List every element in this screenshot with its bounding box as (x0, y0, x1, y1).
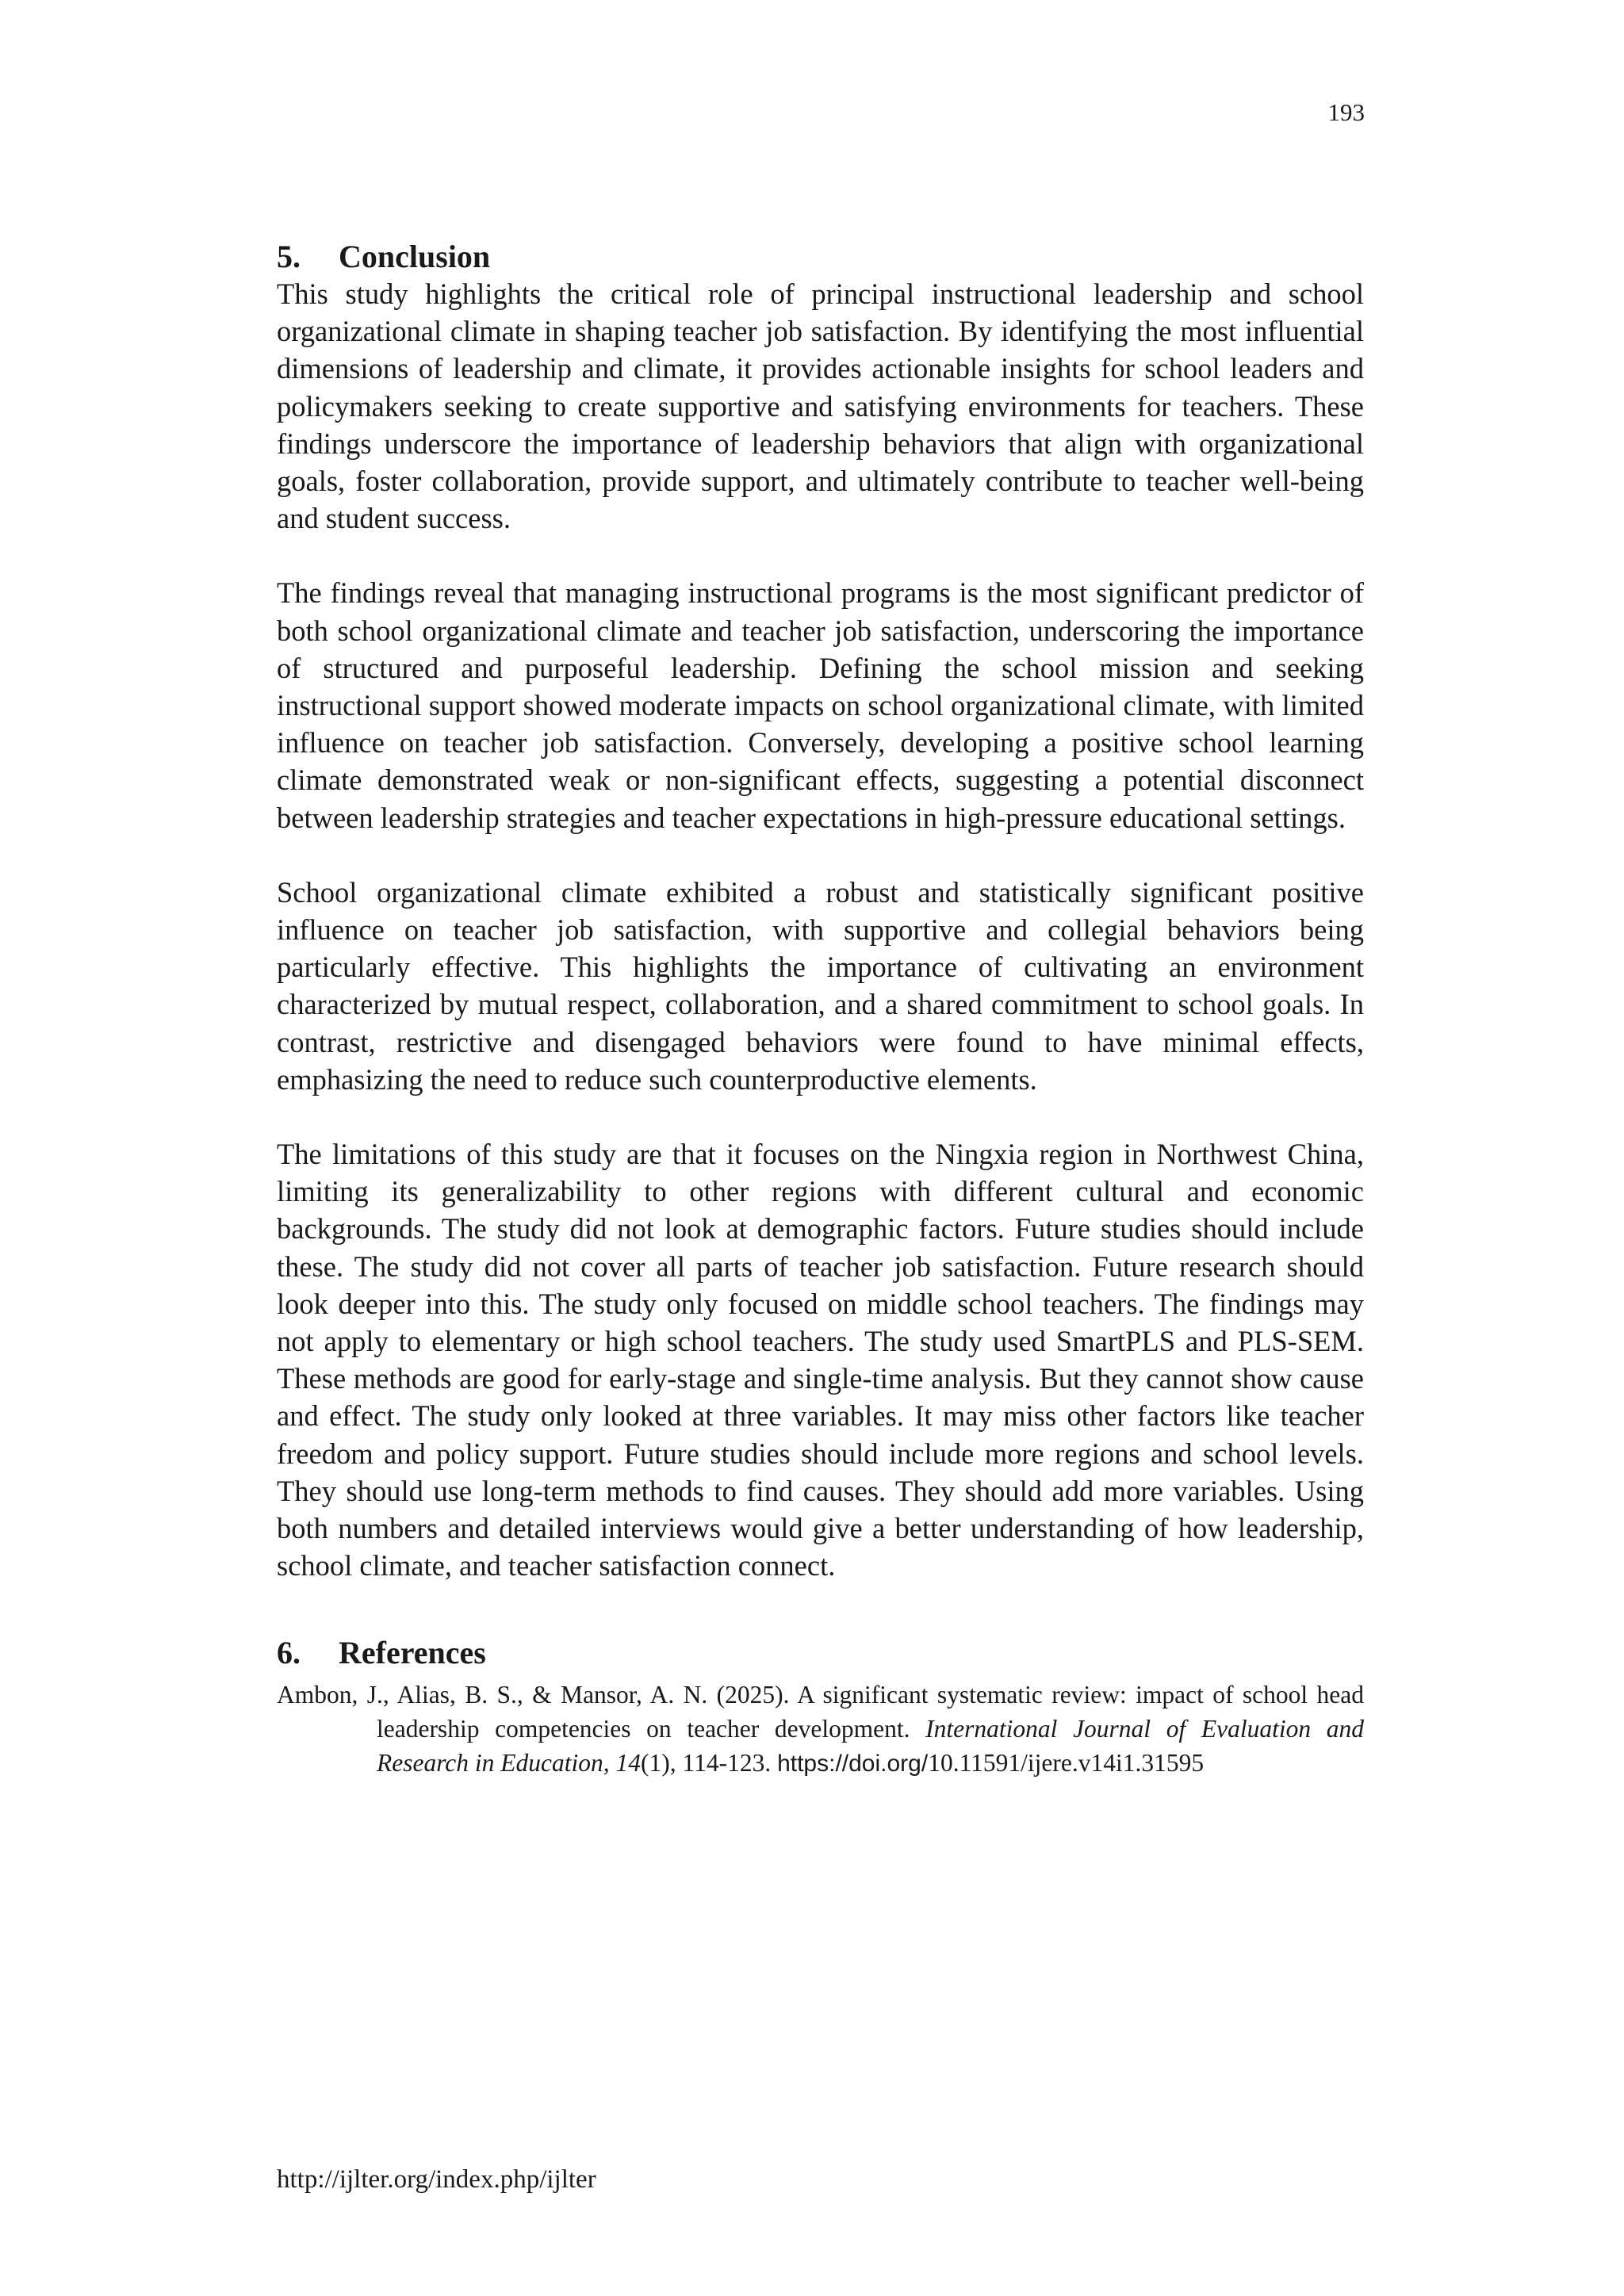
conclusion-paragraph: This study highlights the critical role of principal instructional leadership and school organizational climate in shaping teacher job satisfaction. By identifying the most influential dimensions of leadership and climate, it provides actionable insights for school leaders and policymakers seeking to create supportive and satisfying environments for teachers. These findings underscore the importance of leadership behaviors that align with organizational goals, foster collaboration, provide support, and ultimately contribute to teacher well-being and student success. (277, 277, 1364, 535)
conclusion-heading (277, 238, 1364, 275)
references-heading-number: 6. (277, 1634, 301, 1670)
reference-journal: International Journal of Evaluation and Research in Education, (377, 1714, 1365, 1777)
conclusion-paragraph: The limitations of this study are that it focuses on the Ningxia region in Northwest China, limiting its generalizability to other regions with different cultural and economic backgrounds. The study did not look at demographic factors. Future studies should include these. The study did not cover all parts of teacher job satisfaction. Future research should look deeper into this. The study only focused on middle school teachers. The findings may not apply to elementary or high school teachers. The study used SmartPLS and PLS-SEM. These methods are good for early-stage and single-time analysis. But they cannot show cause and effect. The study only looked at three variables. It may miss other factors like teacher freedom and policy support. Future studies should include more regions and school levels. They should use long-term methods to find causes. They should add more variables. Using both numbers and detailed interviews would give a better understanding of how leadership, school climate, and teacher satisfaction connect. (277, 1138, 1364, 1582)
conclusion-paragraph: School organizational climate exhibited a robust and statistically significant positive influence on teacher job satisfaction, with supportive and collegial behaviors being particularly effective. This highlights the importance of cultivating an environment characterized by mutual respect, collaboration, and a shared commitment to school goals. In contrast, restrictive and disengaged behaviors were found to have minimal effects, emphasizing the need to reduce such counterproductive elements. (277, 875, 1364, 1096)
page-number: 193 (1327, 98, 1365, 126)
reference-doi-link[interactable] (777, 1749, 1204, 1777)
conclusion-heading-title: Conclusion (339, 239, 491, 274)
footer-url-link[interactable]: http://ijlter.org/index.php/ijlter (277, 2165, 596, 2194)
main-content (277, 238, 1364, 1781)
references-heading (277, 1634, 1364, 1671)
reference-issue-pages: (1), 114-123. (641, 1748, 772, 1777)
conclusion-paragraph: The findings reveal that managing instructional programs is the most significant predictor of both school organizational climate and teacher job satisfaction, underscoring the importance of structured and purposeful leadership. Defining the school mission and seeking instructional support showed moderate impacts on school organizational climate, with limited influence on teacher job satisfaction. Conversely, developing a positive school learning climate demonstrated weak or non-significant effects, suggesting a potential disconnect between leadership strategies and teacher expectations in high-pressure educational settings. (277, 576, 1364, 834)
reference-doi-suffix: 10.11591/ijere.v14i1.31595 (928, 1748, 1205, 1777)
reference-authors-title: Ambon, J., Alias, B. S., & Mansor, A. N. (2025). A significant systematic review: impact of school head leadership competencies on teacher development. (277, 1680, 1364, 1743)
reference-volume: 14 (615, 1748, 642, 1777)
references-heading-title: References (339, 1634, 486, 1670)
reference-entry (277, 1678, 1364, 1781)
conclusion-heading-number: 5. (277, 239, 301, 274)
reference-doi-prefix: https://doi.org/ (777, 1750, 929, 1777)
